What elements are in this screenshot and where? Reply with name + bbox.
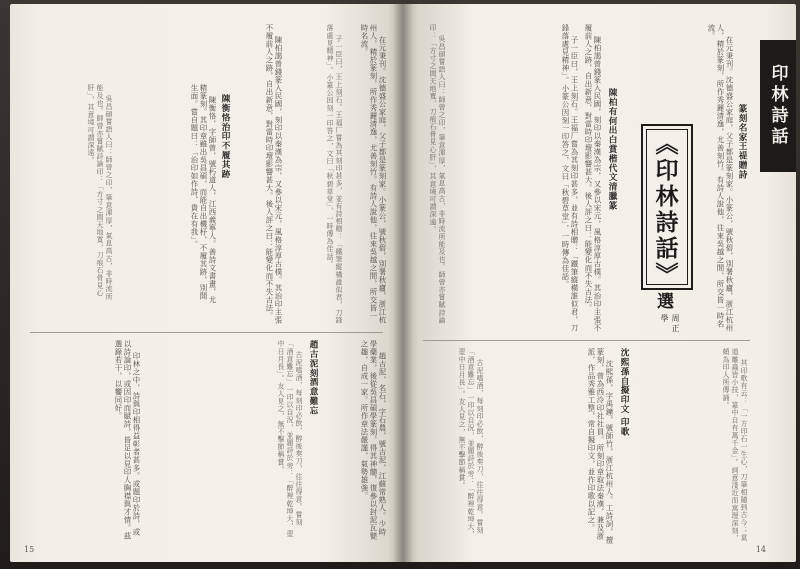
paragraph: 吳昌碩嘗語人曰：師曾之印，筆意渾厚，氣息高古，非時流所能及也。師曾亦嘗賦詩論印：「方寸之間天地寬，刀痕石骨見心肝」，其意境可謂深遠。: [87, 84, 113, 301]
paragraph: 在元秉刊。沈德盛公家庭，父子都是篆刻家。小篆公，號秋碧，別署秋廬，浙江杭州人，精於篆刻，所作秀麗清逸，尤善刻竹。有詩人說他，往來吳越之間，所交皆一時名流。: [707, 24, 734, 332]
paragraph: 陳柏謁曾錢篆入民國，刻印以秦漢為宗，又參以宋元，風格淳厚古樸。其治印主張不履前人之跡，自出新意，對當時印壇影響甚大。後人評之曰：能變化而不失古法。: [584, 24, 602, 332]
paragraph: 在元秉刊。沈德盛公家庭，父子都是篆刻家。小篆公，號秋碧，別署秋廬，浙江杭州人，精於篆刻，所作秀麗清逸，尤善刻竹。有詩人說他，往來吳越之間，所交皆一時名流。: [360, 24, 387, 324]
page-number: 15: [24, 545, 35, 554]
text-column: [420, 348, 484, 544]
section-heading: 沈熙孫自擬印文 印歌: [619, 348, 629, 437]
paragraph: 古泥嗜酒，每刻印必飲，醉後奏刀，往往得意。嘗刻「酒意難忘」一印以自況，並題詩於旁：「醉裡乾坤大，壺中日月長」。友人見之，無不擊節稱賞。: [277, 340, 303, 538]
divider-line: [30, 332, 383, 333]
open-magazine: [10, 4, 796, 562]
text-column: [640, 348, 748, 544]
text-column: [494, 348, 614, 544]
paragraph: 陳衡恪，字師曾，號朽道人，江西義寧人。善詩文書畫，尤精篆刻。其印章雖出吳昌碩，而能自出機杼，不履其跡，別開生面。嘗自題曰：「治印如作詩，貴在有我」。: [190, 84, 217, 304]
paragraph: 印林之中，詩與印相得益彰者甚多。或題印於詩，或以詩論印，或因印而賦詩，皆足以見印人胸襟與才情。茲選錄若干，以饗同好。: [114, 340, 141, 540]
text-column: [305, 24, 343, 324]
section-heading: 陳衡恪治印不履其跡: [220, 94, 230, 179]
text-column: [231, 24, 283, 324]
text-column: [351, 24, 387, 324]
section-heading: 篆刻名家王禔贈詩: [737, 104, 747, 180]
text-column: [416, 24, 446, 334]
article-author: 周正學: [660, 314, 680, 334]
text-column: [31, 340, 141, 540]
paragraph: 沈熙孫，字禹鐘，號師竹，浙江杭州人。工詩詞，擅篆刻，曾為西泠印社社員。所刻印章取法秦漢，兼及浙派，作品秀雅工整，常自擬印文，並作印歌以記之。: [587, 348, 614, 544]
divider-line: [423, 340, 750, 341]
paragraph: 趙古泥，名石，字石農，號古泥，江蘇常熟人。少時學藥業，後從吳昌碩學篆刻，得其神髓，復參以封泥瓦甓之趣，自成一家。所作章法嚴謹，氣勢雄強。: [360, 340, 387, 540]
text-column: [452, 24, 602, 334]
section-heading: 趙古泥刻酒意難忘: [308, 340, 318, 416]
section-heading: 陳柏有何出白賞楷代文清臘篆: [607, 88, 617, 211]
book-spine-shadow: [393, 4, 413, 562]
text-column: [153, 340, 303, 540]
section-tab: 印林詩話: [760, 40, 796, 172]
paragraph: 子一臣曰，王上刻石。王福厂嘗為其刻印甚多，並有詩相贈：「鐵筆縱橫誰似君，刀鋒落處見精神」。小篆公因刻一印答之，文曰「秋碧草堂」，一時傳為佳話。: [326, 24, 343, 324]
paragraph: 吳昌碩嘗語人曰：師曾之印，筆意渾厚，氣息高古，非時流所能及也。師曾亦嘗賦詩論印：「方寸之間天地寬，刀痕石骨見心肝」，其意境可謂深遠。: [429, 24, 446, 324]
paragraph: 其印歌有云：「一方印石一生心，刀筆相隨到古今；莫道雕蟲皆小技，篆中自有萬千金」。詞意淺近而寓理深刻，頗為印人所傳誦。: [722, 348, 748, 543]
text-column: [323, 340, 387, 540]
paragraph: 古泥嗜酒，每刻印必飲，醉後奏刀，往往得意。嘗刻「酒意難忘」一印以自況，並題詩於旁：「醉裡乾坤大，壺中日月長」。友人見之，無不擊節稱賞。: [458, 348, 484, 538]
text-column: [43, 84, 113, 304]
text-column: [122, 84, 217, 304]
page-number: 14: [755, 545, 766, 554]
left-page: [10, 4, 403, 562]
paragraph: 子一臣曰，王上刻石。王福厂嘗為其刻印甚多，並有詩相贈：「鐵筆縱橫誰似君，刀鋒落處見精神」。小篆公因刻一印答之，文曰「秋碧草堂」，一時傳為佳話。: [561, 24, 579, 332]
paragraph: 陳柏謁曾錢篆入民國，刻印以秦漢為宗，又參以宋元，風格淳厚古樸。其治印主張不履前人之跡，自出新意，對當時印壇影響甚大。後人評之曰：能變化而不失古法。: [265, 24, 283, 324]
article-select: 選: [653, 292, 673, 309]
right-page: [403, 4, 796, 562]
article-banner: [641, 124, 691, 336]
article-title: 《印林詩話》: [651, 132, 679, 288]
